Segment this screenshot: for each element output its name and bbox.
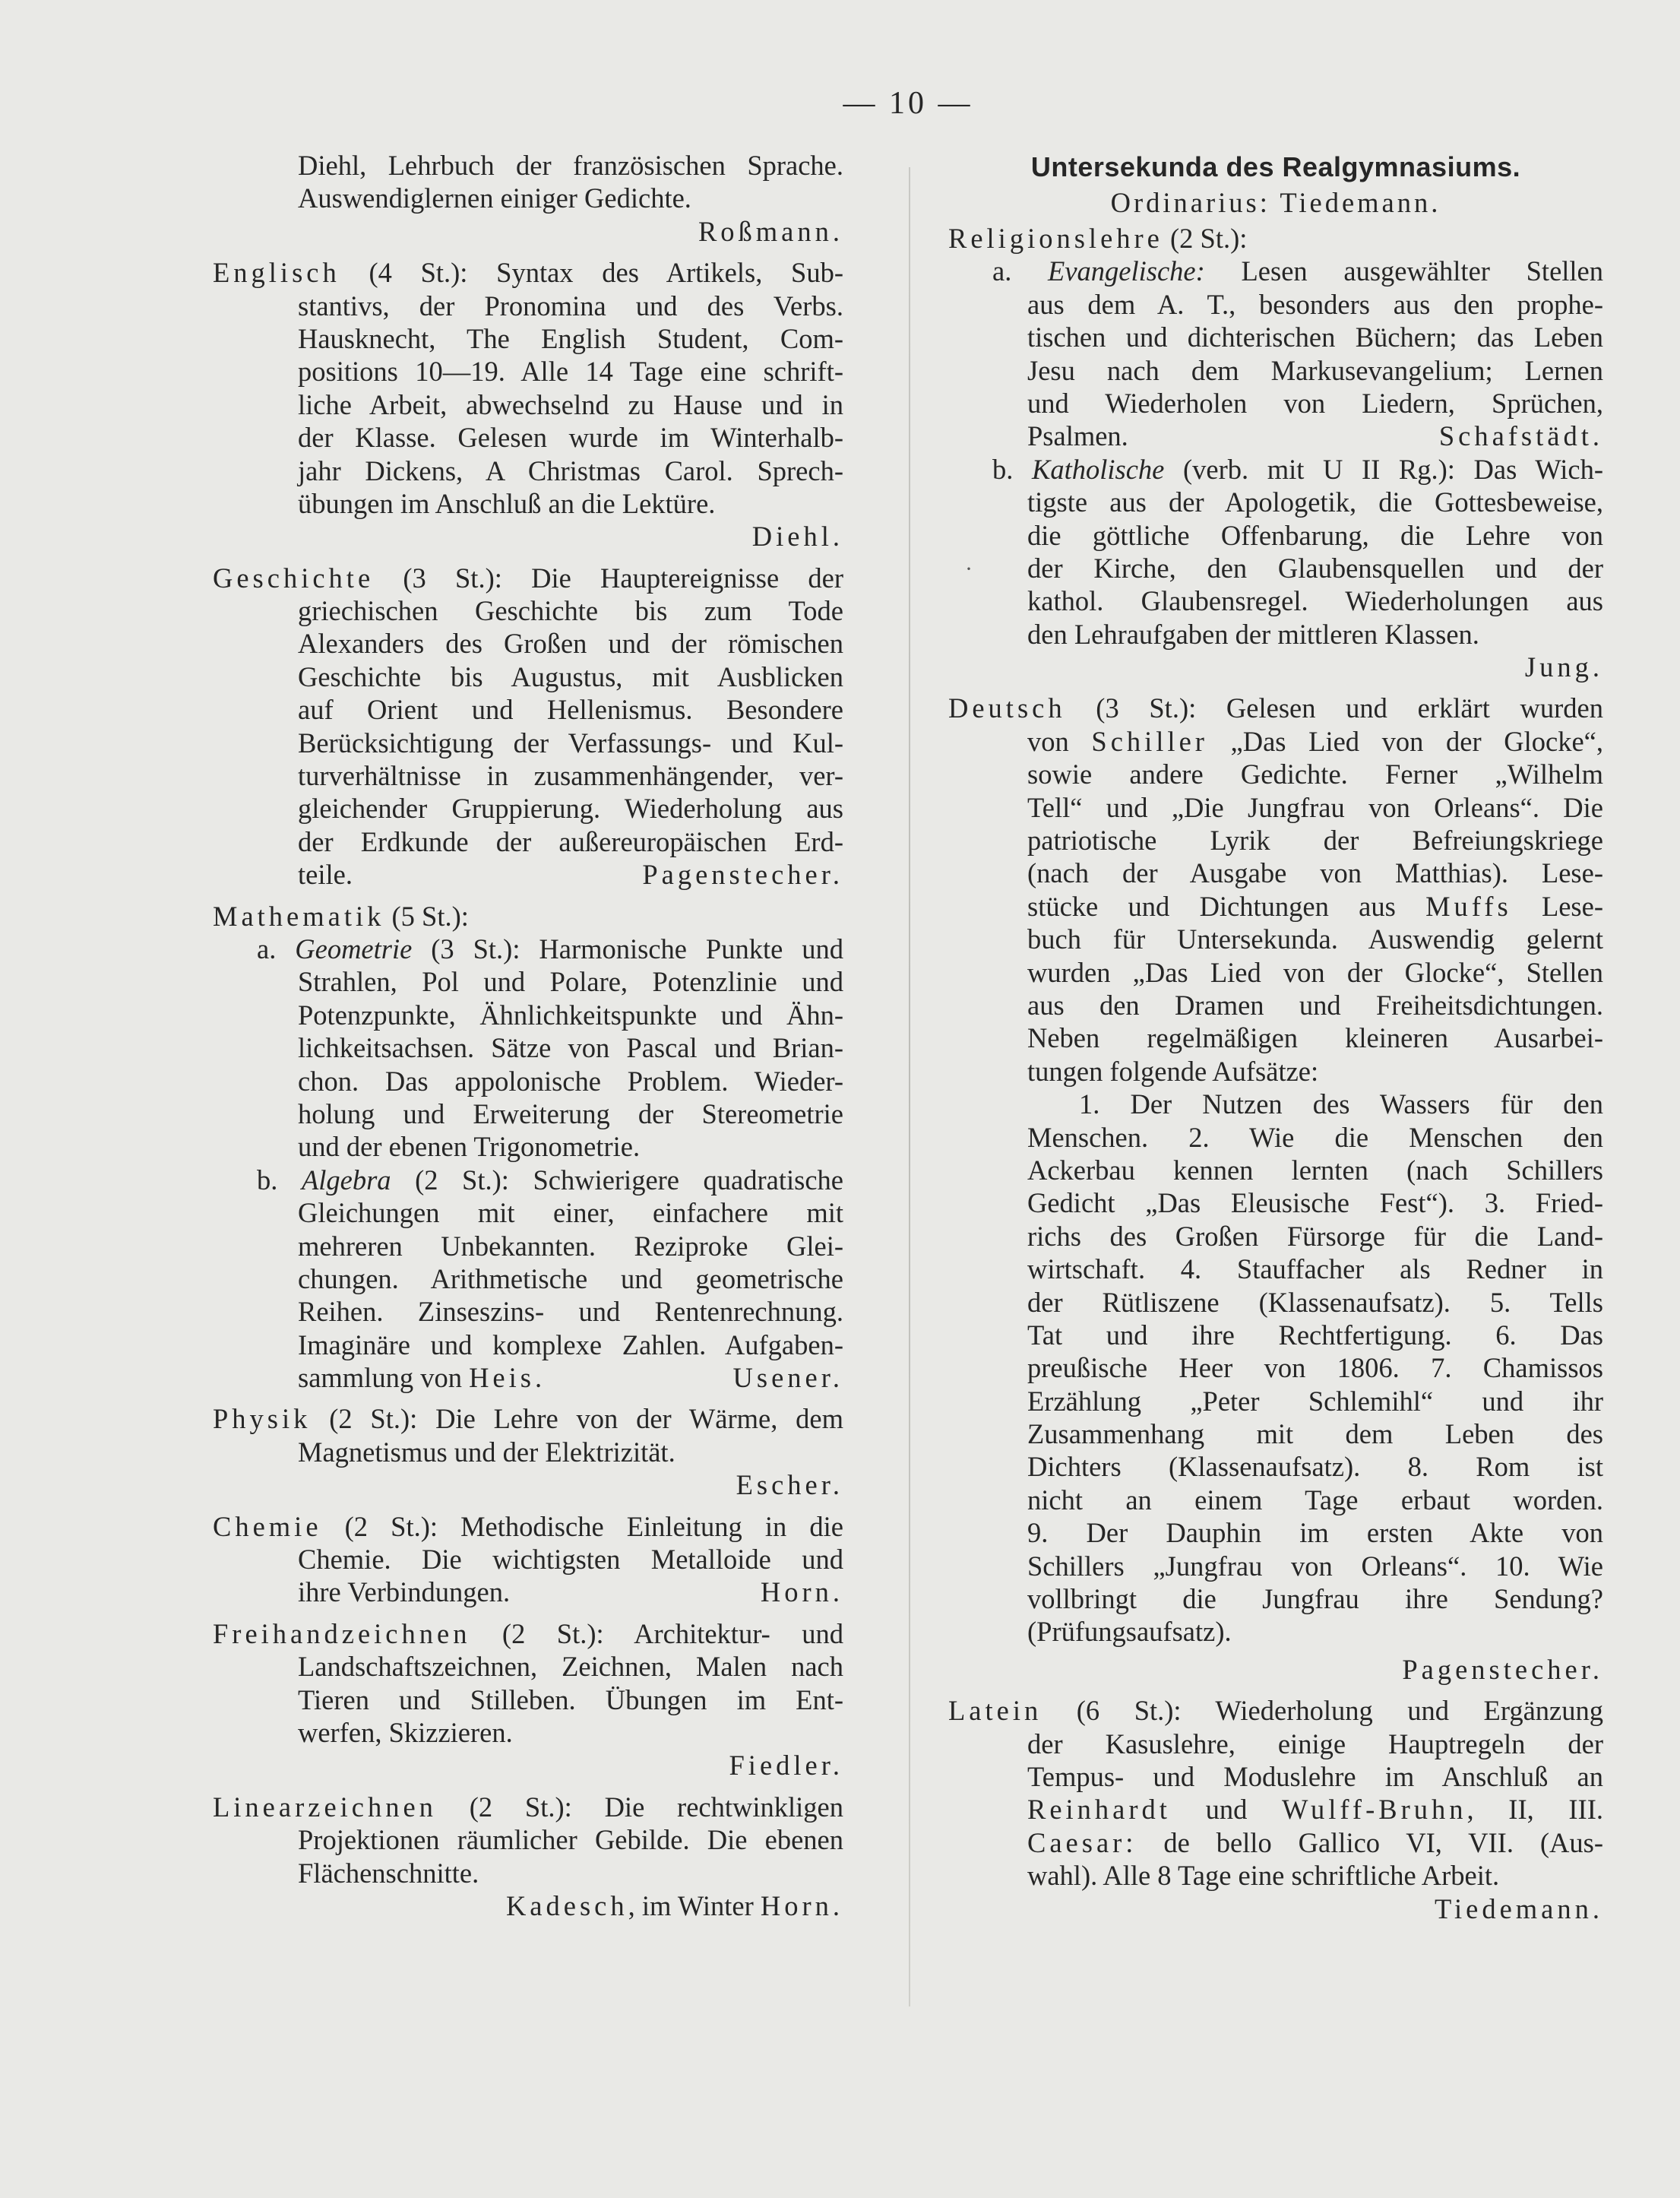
text-line: der Rütliszene (Klassenaufsatz). 5. Tells (1027, 1286, 1603, 1318)
entry-geschichte (213, 562, 843, 892)
text-line: auf Orient und Hellenismus. Besondere (298, 694, 843, 726)
text-line: nicht an einem Tage erbaut worden. (1027, 1484, 1603, 1515)
item-label: a. (992, 255, 1049, 287)
subject-name: Physik (213, 1403, 312, 1435)
entry-chemie (213, 1510, 843, 1609)
stray-mark: · (965, 556, 973, 581)
text-line: Geschichte bis Augustus, mit Ausblicken (298, 660, 843, 692)
text-line: Gedicht „Das Eleusische Fest“). 3. Fried- (1027, 1187, 1603, 1219)
text-line: tigste aus der Apologetik, die Gottesbeweise, (1027, 486, 1603, 518)
subject-lead: (3 St.): Gelesen und erklärt wurden (1065, 692, 1603, 724)
text-line: Erzählung „Peter Schlemihl“ und ihr (1027, 1385, 1603, 1417)
text-line: Imaginäre und komplexe Zahlen. Aufgaben- (298, 1329, 843, 1360)
text-line: Gleichungen mit einer, einfachere mit (298, 1197, 843, 1229)
text-line: Hausknecht, The English Student, Com- (298, 322, 843, 354)
author-name: Caesar: (1027, 1826, 1137, 1858)
text-line: Tieren und Stilleben. Übungen im Ent- (298, 1683, 843, 1715)
entry-latein (948, 1694, 1603, 1925)
text-line: Alexanders des Großen und der römischen (298, 628, 843, 660)
text-fragment: de bello Gallico VI, VII. (Aus- (1137, 1826, 1603, 1858)
text-line: 9. Der Dauphin im ersten Akte von (1027, 1517, 1603, 1549)
class-heading: Untersekunda des Realgymnasiums. (1030, 151, 1521, 182)
text-fragment: „Das Lied von der Glocke“, (1207, 725, 1604, 757)
entry-englisch (213, 256, 843, 553)
item-lead: Lesen ausgewählter Stellen (1204, 255, 1604, 287)
text-line: tischen und dichterischen Büchern; das Leben (1027, 321, 1603, 353)
subject-lead: (2 St.): Architektur- und (470, 1617, 843, 1649)
entry-religionslehre (948, 222, 1603, 683)
text-line: buch für Untersekunda. Auswendig gelernt (1027, 923, 1603, 955)
teacher-name: Horn. (760, 1889, 843, 1921)
text-line: Ackerbau kennen lernten (nach Schillers (1027, 1154, 1603, 1186)
subject-name: Mathematik (213, 900, 385, 932)
author-name: Wulff-Bruhn (1282, 1794, 1467, 1826)
text-line: ihre Verbindungen. (298, 1576, 511, 1608)
text-line: übungen im Anschluß an die Lektüre. (298, 487, 716, 519)
item-lead: (2 St.): Schwierigere quadratische (391, 1164, 844, 1196)
text-line: Menschen. 2. Wie die Menschen den (1027, 1121, 1603, 1153)
text-line: Flächenschnitte. (298, 1857, 479, 1889)
text-line: Potenzpunkte, Ähnlichkeitspunkte und Ähn- (298, 999, 843, 1031)
subject-name: Deutsch (948, 692, 1066, 724)
subject-lead: (4 St.): Syntax des Artikels, Sub- (340, 257, 843, 289)
teacher-name: Pagenstecher. (642, 859, 843, 891)
page-number: — 10 — (843, 86, 973, 121)
entry-physik (213, 1402, 843, 1501)
teacher-name: Horn. (760, 1576, 843, 1608)
text-line: Diehl, Lehrbuch der französischen Sprache. (298, 150, 843, 181)
subject-name: Religionslehre (948, 223, 1163, 254)
text-line: (Prüfungsaufsatz). (1027, 1616, 1232, 1648)
item-lead: (3 St.): Harmonische Punkte und (412, 933, 843, 964)
text-line: griechischen Geschichte bis zum Tode (298, 595, 843, 627)
text-line: den Lehraufgaben der mittleren Klassen. (1027, 618, 1479, 650)
text-line: aus dem A. T., besonders aus den prophe- (1027, 288, 1603, 320)
text-line: Projektionen räumlicher Gebilde. Die ebenen (298, 1824, 843, 1856)
text-line: teile. (298, 859, 353, 891)
text-line: und Wiederholen von Liedern, Sprüchen, (1027, 387, 1603, 419)
text-line: holung und Erweiterung der Stereometrie (298, 1097, 843, 1129)
text-line: mehreren Unbekannten. Reziproke Glei- (298, 1230, 843, 1262)
item-lead: (verb. mit U II Rg.): Das Wich- (1164, 453, 1603, 485)
subject-name: Chemie (213, 1510, 322, 1542)
text-fragment: von (1027, 725, 1092, 757)
text-line: Landschaftszeichnen, Zeichnen, Malen nach (298, 1651, 843, 1683)
text-line: aus den Dramen und Freiheitsdichtungen. (1027, 989, 1603, 1021)
text-line: 1. Der Nutzen des Wassers für den (1079, 1088, 1603, 1120)
text-line: tungen folgende Aufsätze: (1027, 1055, 1319, 1087)
text-line: die göttliche Offenbarung, die Lehre von (1027, 519, 1603, 551)
teacher-name: Escher. (736, 1469, 843, 1501)
author-name: Muffs (1425, 890, 1512, 922)
text-line: stantivs, der Pronomina und des Verbs. (298, 290, 843, 321)
text-line: wurden „Das Lied von der Glocke“, Stellen (1027, 956, 1603, 988)
text-line: patriotische Lyrik der Befreiungskriege (1027, 825, 1603, 857)
item-title: Geometrie (295, 933, 413, 964)
text-line: Schillers „Jungfrau von Orleans“. 10. Wie (1027, 1550, 1603, 1582)
right-column (948, 149, 1603, 1934)
ordinarius-label: Ordinarius: (1110, 187, 1280, 218)
text-line: jahr Dickens, A Christmas Carol. Sprech- (298, 454, 843, 486)
subject-name: Linearzeichnen (213, 1791, 437, 1823)
text-line: Chemie. Die wichtigsten Metalloide und (298, 1544, 843, 1576)
subject-lead: (2 St.): Die rechtwinkligen (436, 1791, 843, 1823)
text-line: Magnetismus und der Elektrizität. (298, 1436, 675, 1468)
text-line: gleichender Gruppierung. Wiederholung aus (298, 793, 843, 825)
text-line: Psalmen. (1027, 420, 1128, 452)
subject-lead: (2 St.): Methodische Einleitung in die (321, 1510, 843, 1542)
teacher-name: Usener. (732, 1362, 843, 1394)
text-line: Jesu nach dem Markusevangelium; Lernen (1027, 354, 1603, 386)
text-line: Tat und ihre Rechtfertigung. 6. Das (1027, 1319, 1603, 1351)
text-line: Tempus- und Moduslehre im Anschluß an (1027, 1760, 1603, 1792)
subject-name: Englisch (213, 257, 340, 289)
text-line: sammlung von (298, 1362, 470, 1394)
teacher-name: Jung. (1524, 651, 1603, 683)
text-line: Auswendiglernen einiger Gedichte. (298, 182, 691, 214)
text-line: Tell“ und „Die Jungfrau von Orleans“. Die (1027, 791, 1603, 823)
text-line: Zusammenhang mit dem Leben des (1027, 1418, 1603, 1450)
text-line: liche Arbeit, abwechselnd zu Hause und in (298, 388, 843, 420)
text-fragment: Lese- (1511, 890, 1603, 922)
teacher-name: Roßmann. (698, 215, 843, 247)
subject-lead: (6 St.): Wiederholung und Ergänzung (1042, 1695, 1603, 1727)
author-name: Schiller (1091, 725, 1208, 757)
text-line: werfen, Skizzieren. (298, 1716, 513, 1748)
text-line: lichkeitsachsen. Sätze von Pascal und Brian- (298, 1032, 843, 1064)
text-line: der Erdkunde der außereuropäischen Erd- (298, 825, 843, 857)
teacher-name: Pagenstecher. (1402, 1653, 1603, 1685)
text-line: Berücksichtigung der Verfassungs- und Kul- (298, 727, 843, 759)
text-line: kathol. Glaubensregel. Wiederholungen aus (1027, 585, 1603, 617)
text-line: wirtschaft. 4. Stauffacher als Redner in (1027, 1253, 1603, 1285)
text-line: richs des Großen Fürsorge für die Land- (1027, 1220, 1603, 1252)
text-fragment: , II, III. (1466, 1794, 1603, 1826)
text-line: chon. Das appolonische Problem. Wieder- (298, 1065, 843, 1097)
text-line: der Kasuslehre, einige Hauptregeln der (1027, 1728, 1603, 1759)
item-title: Evangelische: (1048, 255, 1205, 287)
text-line: vollbringt die Jungfrau ihre Sendung? (1027, 1583, 1603, 1615)
entry-deutsch (948, 692, 1603, 1686)
entry-freihandzeichnen (213, 1617, 843, 1782)
subject-name: Latein (948, 1695, 1042, 1727)
text-line: Neben regelmäßigen kleineren Ausarbei- (1027, 1022, 1603, 1054)
subject-name: Freihandzeichnen (213, 1617, 471, 1649)
subject-lead: (5 St.): (384, 900, 469, 932)
text-line: turverhältnisse in zusammenhängender, ver- (298, 760, 843, 792)
text-line: der Klasse. Gelesen wurde im Winterhalb- (298, 422, 843, 454)
entry-franzoesisch-continued (213, 149, 843, 248)
ordinarius-name: Tiedemann. (1280, 187, 1441, 218)
text-fragment: stücke und Dichtungen aus (1027, 890, 1426, 922)
teacher-name: Diehl. (751, 521, 843, 553)
item-title: Katholische (1032, 453, 1165, 485)
subject-lead: (2 St.): Die Lehre von der Wärme, dem (311, 1403, 843, 1435)
item-label: b. (992, 453, 1032, 485)
text-line: positions 10—19. Alle 14 Tage eine schrift- (298, 356, 843, 388)
item-title: Algebra (301, 1164, 391, 1196)
teacher-name: Kadesch (505, 1889, 628, 1921)
text-line: preußische Heer von 1806. 7. Chamissos (1027, 1352, 1603, 1384)
text-line: sowie andere Gedichte. Ferner „Wilhelm (1027, 759, 1603, 790)
author-name: Heis. (469, 1362, 546, 1394)
text-line: Strahlen, Pol und Polare, Potenzlinie und (298, 966, 843, 998)
author-name: Reinhardt (1027, 1794, 1171, 1826)
column-divider (909, 167, 910, 2006)
text-line: und der ebenen Trigonometrie. (298, 1131, 641, 1163)
subject-name: Geschichte (213, 562, 375, 594)
teacher-note: , im Winter (628, 1889, 761, 1921)
text-line: wahl). Alle 8 Tage eine schriftliche Arbeit. (1027, 1860, 1500, 1892)
teacher-name: Tiedemann. (1434, 1892, 1603, 1924)
teacher-name: Schafstädt. (1438, 420, 1603, 452)
text-line: Dichters (Klassenaufsatz). 8. Rom ist (1027, 1451, 1603, 1483)
left-column (213, 149, 843, 1930)
text-line: (nach der Ausgabe von Matthias). Lese- (1027, 857, 1603, 889)
text-line: Reihen. Zinseszins- und Rentenrechnung. (298, 1296, 843, 1328)
teacher-name: Fiedler. (729, 1750, 843, 1782)
entry-linearzeichnen (213, 1791, 843, 1923)
entry-mathematik (213, 900, 843, 1395)
item-label: b. (257, 1164, 302, 1196)
text-line: der Kirche, den Glaubensquellen und der (1027, 552, 1603, 584)
subject-lead: (2 St.): (1163, 223, 1248, 254)
text-fragment: und (1170, 1794, 1283, 1826)
subject-lead: (3 St.): Die Hauptereignisse der (374, 562, 843, 594)
text-line: chungen. Arithmetische und geometrische (298, 1262, 843, 1294)
item-label: a. (257, 933, 296, 964)
